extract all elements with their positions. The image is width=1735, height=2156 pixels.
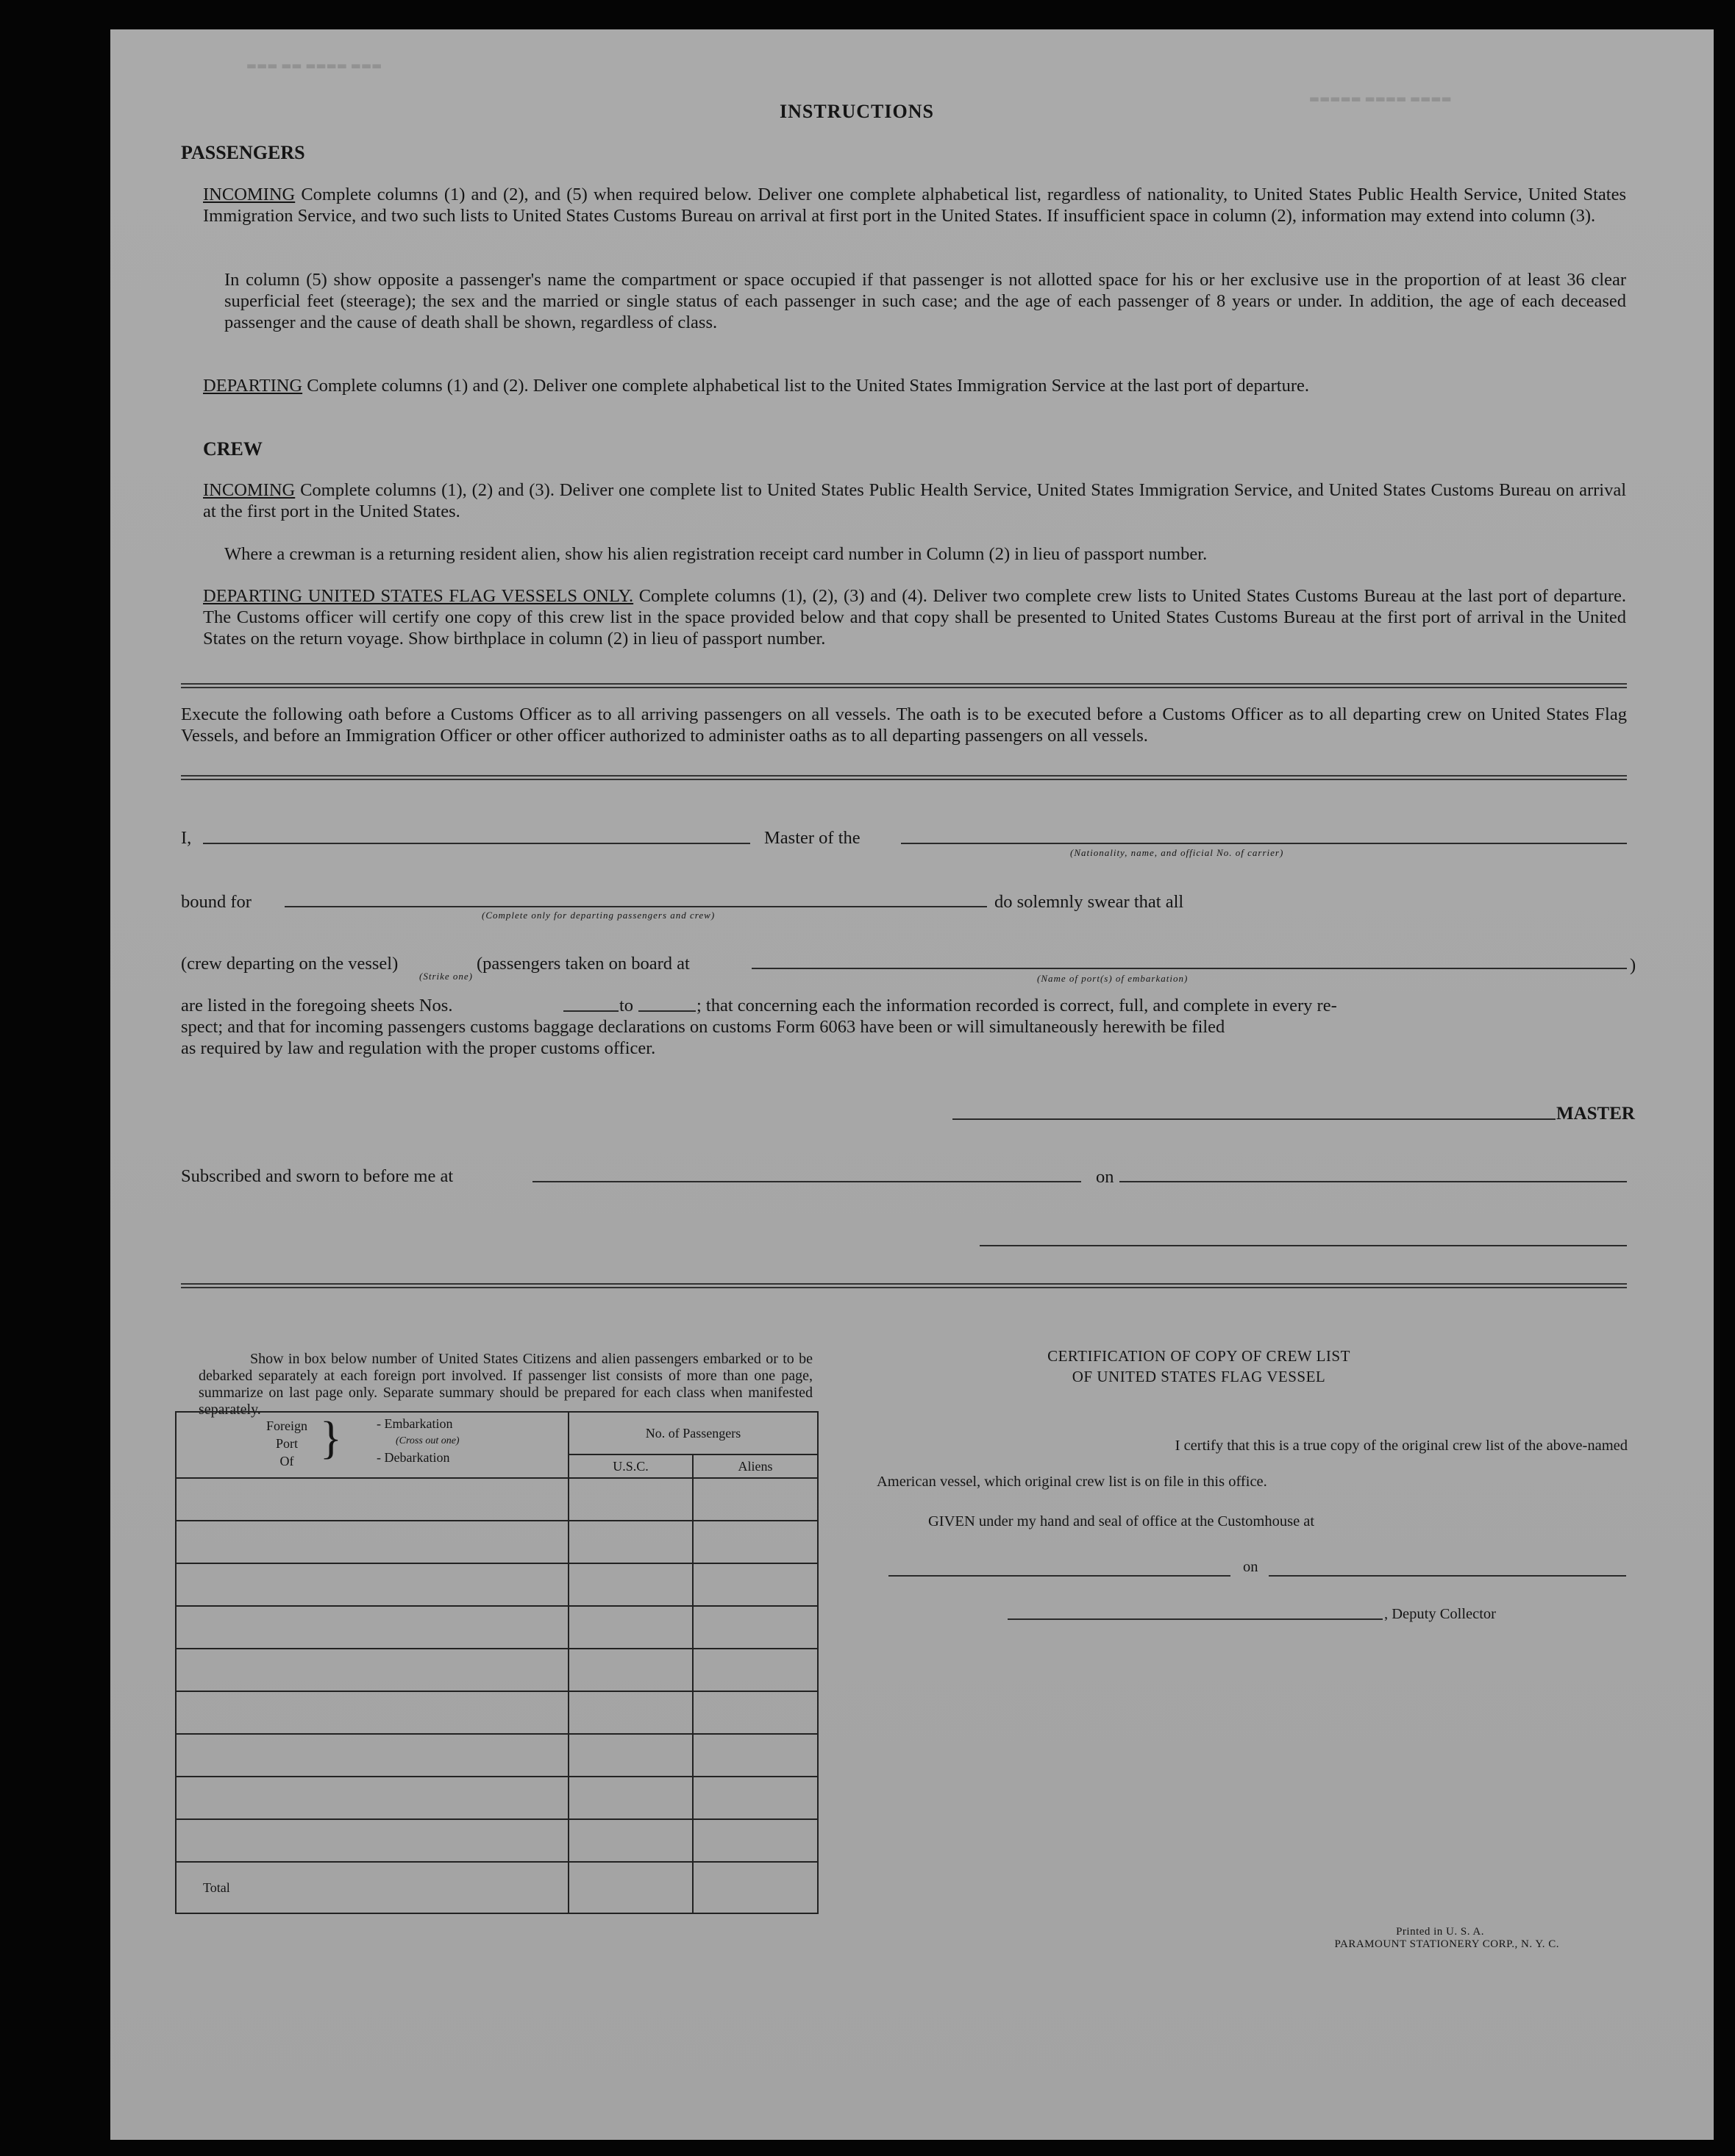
passengers-departing-label: DEPARTING [203, 376, 303, 396]
crew-departing-option[interactable]: (crew departing on the vessel) [181, 954, 399, 974]
passengers-incoming-label: INCOMING [203, 185, 296, 204]
passengers-departing-text: Complete columns (1) and (2). Deliver one complete alphabetical list to the United States Immigration Service at the last port of departure. [307, 376, 1309, 396]
table-row[interactable] [176, 1777, 818, 1819]
passengers-taken-option[interactable]: (passengers taken on board at [477, 954, 690, 974]
crew-departing-paragraph [203, 585, 1626, 649]
subscribed-label: Subscribed and sworn to before me at [181, 1166, 454, 1186]
listed-line3: as required by law and regulation with the proper customs officer. [181, 1038, 656, 1058]
form-sheet [110, 29, 1714, 2140]
table-row[interactable] [176, 1478, 818, 1521]
crew-resident-paragraph: Where a crewman is a returning resident alien, show his alien registration receipt card number in Column (2) in lieu of passport number. [224, 544, 1208, 564]
oath-divider [181, 775, 1627, 780]
close-paren: ) [1630, 955, 1636, 975]
certification-line3: GIVEN under my hand and seal of office at the Customhouse at [928, 1513, 1315, 1529]
passenger-summary-table [175, 1411, 819, 1914]
printer-line2: PARAMOUNT STATIONERY CORP., N. Y. C. [1334, 1938, 1559, 1950]
swear-label: do solemnly swear that all [994, 892, 1184, 912]
carrier-caption: (Nationality, name, and official No. of carrier) [1070, 847, 1284, 858]
crew-departing-text: Complete columns (1), (2), (3) and (4). Deliver two complete crew lists to United States Customs Bureau at the last port of departure. The Customs officer will certify one copy of this crew list in the space provided below and that copy shall be presented to United States Customs Bureau at the first port of arrival in the United States on the return voyage. Show birthplace in column (2) in lieu of passport number. [203, 586, 1626, 649]
debarkation-label[interactable]: - Debarkation [377, 1450, 450, 1465]
col-of: Of [279, 1454, 294, 1468]
total-usc-cell[interactable] [569, 1862, 693, 1913]
certification-title-line1: CERTIFICATION OF COPY OF CREW LIST [1047, 1347, 1350, 1365]
crew-heading: CREW [203, 438, 263, 460]
page-title: INSTRUCTIONS [780, 101, 934, 122]
col-foreign: Foreign [266, 1418, 307, 1433]
customhouse-field[interactable] [888, 1575, 1230, 1577]
summary-instruction: Show in box below number of United States Citizens and alien passengers embarked or to be debarked separately at each foreign port involved. If passenger list consists of more than one page, summarize on last page only. Separate summary should be prepared for each class when manifested separately. [199, 1351, 813, 1418]
col-port: Port [275, 1436, 298, 1451]
foreign-port-header [176, 1412, 569, 1478]
listed-prefix: are listed in the foregoing sheets Nos. [181, 996, 453, 1015]
oath-i-label: I, [181, 828, 192, 848]
section-divider [181, 683, 1627, 688]
table-row[interactable] [176, 1521, 818, 1563]
sheet-from-field[interactable] [563, 1010, 619, 1012]
sworn-place-field[interactable] [532, 1181, 1081, 1182]
table-row[interactable] [176, 1734, 818, 1777]
crew-incoming-text: Complete columns (1), (2) and (3). Deliver one complete list to United States Public Health Service, United States Immigration Service, and United States Customs Bureau on arrival at the first port in the United States. [203, 480, 1627, 521]
listed-line2: spect; and that for incoming passengers customs baggage declarations on customs Form 6063 have been or will simultaneously herewith be filed [181, 1017, 1225, 1037]
passengers-incoming-paragraph [203, 184, 1626, 226]
certification-title [941, 1346, 1456, 1387]
ports-caption: (Name of port(s) of embarkation) [1037, 973, 1189, 984]
master-of-the-label: Master of the [764, 828, 861, 848]
no-passengers-header: No. of Passengers [569, 1412, 818, 1454]
table-row[interactable] [176, 1563, 818, 1606]
passengers-departing-paragraph [203, 375, 1626, 396]
aliens-header: Aliens [693, 1454, 818, 1478]
total-row[interactable] [176, 1862, 818, 1913]
sworn-on-label: on [1096, 1167, 1114, 1187]
printer-imprint [1206, 1926, 1559, 1951]
embarkation-ports-field[interactable] [752, 968, 1627, 969]
certification-line2: American vessel, which original crew list is on file in this office. [877, 1474, 1267, 1490]
usc-header: U.S.C. [569, 1454, 693, 1478]
certification-on-label: on [1243, 1559, 1258, 1575]
crew-departing-label: DEPARTING UNITED STATES FLAG VESSELS ONLY. [203, 586, 634, 606]
sheet-to-field[interactable] [638, 1010, 696, 1012]
table-row[interactable] [176, 1691, 818, 1734]
deputy-collector-label: , Deputy Collector [1384, 1606, 1497, 1622]
cross-out-caption: (Cross out one) [396, 1435, 460, 1446]
bleed-through-mark-left: ▬▬▬ ▬▬▬▬ ▬▬ ▬▬▬ [246, 59, 382, 72]
total-aliens-cell[interactable] [693, 1862, 818, 1913]
bound-for-field[interactable] [285, 906, 987, 907]
to-label: to [619, 996, 634, 1015]
total-label: Total [176, 1862, 569, 1913]
passengers-heading: PASSENGERS [181, 142, 305, 163]
bound-for-label: bound for [181, 892, 252, 912]
crew-incoming-label: INCOMING [203, 480, 296, 500]
bleed-through-mark-right: ▬▬▬▬ ▬▬▬▬ ▬▬▬▬▬ [1309, 92, 1452, 105]
certification-title-line2: OF UNITED STATES FLAG VESSEL [1072, 1368, 1326, 1385]
master-name-field[interactable] [203, 843, 750, 844]
bottom-divider [181, 1283, 1627, 1288]
master-signature-field[interactable] [952, 1118, 1556, 1120]
brace-icon: } [320, 1413, 342, 1463]
table-row[interactable] [176, 1606, 818, 1649]
oath-instruction: Execute the following oath before a Customs Officer as to all arriving passengers on all vessels. The oath is to be executed before a Customs Officer as to all departing crew on United States Flag Vessels, and before an Immigration Officer or other officer authorized to administer oaths as to all departing passengers on all vessels. [181, 704, 1627, 746]
table-row[interactable] [176, 1819, 818, 1862]
crew-incoming-paragraph [203, 479, 1626, 522]
certification-line1: I certify that this is a true copy of the original crew list of the above-named [1175, 1438, 1628, 1454]
passengers-column5-paragraph: In column (5) show opposite a passenger's name the compartment or space occupied if that passenger is not allotted space for his or her exclusive use in the proportion of at least 36 clear superficial feet (steerage); the sex and the married or single status of each passenger in such case; and the age of each passenger of 8 years or under. In addition, the age of each deceased passenger and the cause of death shall be shown, regardless of class. [224, 270, 1626, 332]
printer-line1: Printed in U. S. A. [1396, 1926, 1484, 1938]
master-label: MASTER [1556, 1104, 1635, 1124]
listed-line1-rest: ; that concerning each the information recorded is correct, full, and complete in every re- [697, 996, 1337, 1015]
deputy-collector-signature-field[interactable] [1008, 1618, 1383, 1620]
table-row[interactable] [176, 1649, 818, 1691]
officer-signature-field[interactable] [980, 1245, 1627, 1246]
passengers-incoming-text: Complete columns (1) and (2), and (5) when required below. Deliver one complete alphabetical list, regardless of nationality, to United States Public Health Service, United States Immigration Service, and two such lists to United States Customs Bureau on arrival at first port in the United States. If insufficient space in column (2), information may extend into column (3). [203, 185, 1626, 226]
embarkation-label[interactable]: - Embarkation [377, 1416, 453, 1431]
strike-one-caption: (Strike one) [419, 971, 474, 982]
bound-for-caption: (Complete only for departing passengers and crew) [482, 910, 716, 921]
certification-date-field[interactable] [1269, 1575, 1626, 1577]
sworn-date-field[interactable] [1119, 1181, 1627, 1182]
carrier-field[interactable] [901, 843, 1627, 844]
